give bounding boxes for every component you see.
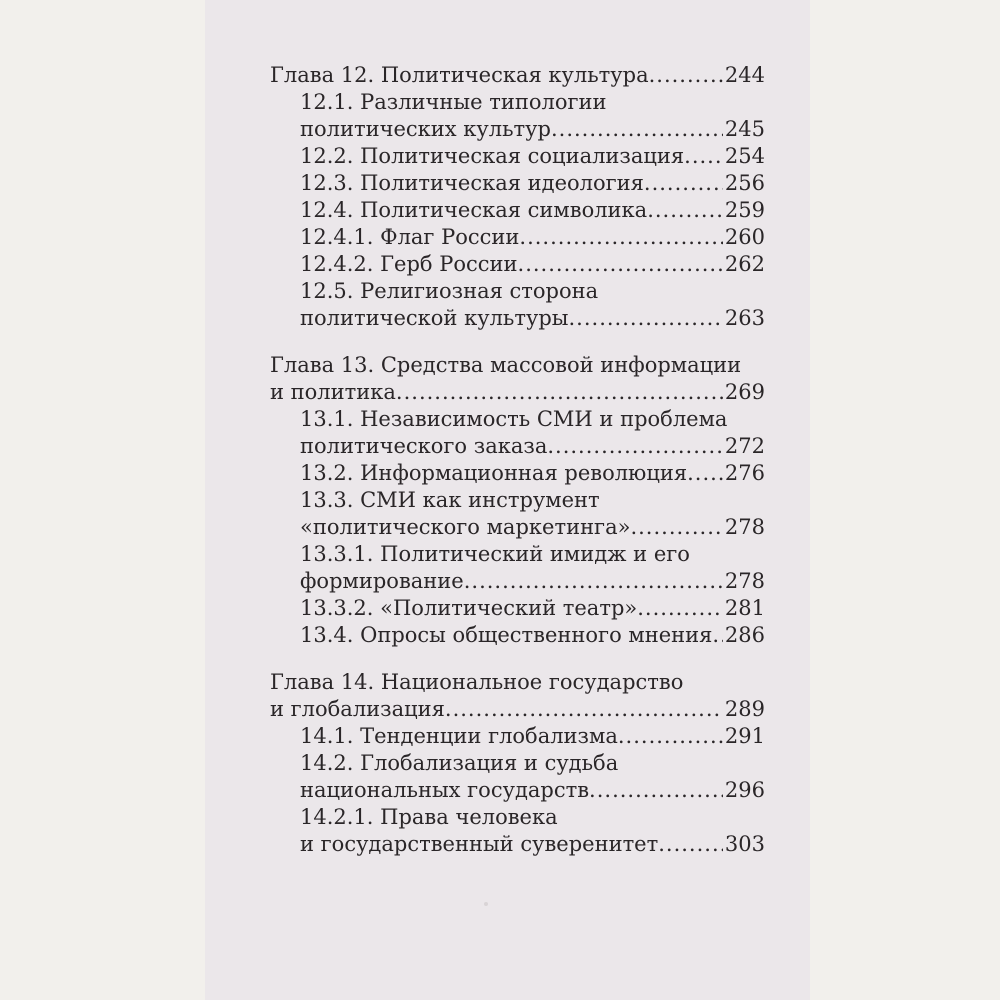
toc-page-number: 289 (724, 697, 765, 721)
toc-page-number: 276 (724, 461, 765, 485)
toc-entry-leader-line (300, 116, 765, 143)
toc-chapter-heading[interactable] (270, 352, 765, 406)
toc-entry-title: 12.3. Политическая идеология (300, 171, 644, 195)
toc-entry-line: Глава 13. Средства массовой информации (270, 353, 742, 377)
toc-section-entry[interactable] (270, 89, 765, 143)
toc-page-number: 303 (724, 832, 765, 856)
toc-entry-leader-line (270, 379, 765, 406)
toc-section-entry[interactable] (270, 224, 765, 251)
toc-entry-title: и государственный суверенитет (300, 832, 659, 856)
toc-entry-leader-line (300, 197, 765, 224)
toc-chapter (270, 669, 765, 858)
toc-entry-title: 13.4. Опросы общественного мнения (300, 623, 713, 647)
toc-page-number: 254 (724, 144, 765, 168)
toc-dot-leader (687, 460, 723, 487)
toc-page-number: 263 (724, 306, 765, 330)
toc-entry-line: 12.5. Религиозная сторона (300, 279, 599, 303)
toc-dot-leader (637, 595, 723, 622)
toc-entry-leader-line (300, 224, 765, 251)
toc-entry-leader-line (300, 514, 765, 541)
toc-dot-leader (464, 568, 723, 595)
toc-entry-title: политической культуры (300, 306, 569, 330)
toc-page-number: 245 (724, 117, 765, 141)
toc-entry-title: 12.2. Политическая социализация (300, 144, 685, 168)
toc-page-number: 296 (724, 778, 765, 802)
toc-dot-leader (547, 433, 723, 460)
toc-dot-leader (445, 696, 723, 723)
toc-entry-leader-line (300, 251, 765, 278)
toc-dot-leader (589, 777, 723, 804)
toc-entry-title: 12.4.2. Герб России (300, 252, 518, 276)
toc-section-entry[interactable] (270, 804, 765, 858)
toc-section-entry[interactable] (270, 278, 765, 332)
toc-entry-leader-line (300, 143, 765, 170)
toc-entry-leader-line (300, 595, 765, 622)
toc-entry-title: национальных государств (300, 778, 590, 802)
toc-section-entry[interactable] (270, 170, 765, 197)
toc-page-number: 269 (724, 380, 765, 404)
toc-section-entry[interactable] (270, 460, 765, 487)
toc-entry-title: политических культур (300, 117, 551, 141)
toc-entry-line: 12.1. Различные типологии (300, 90, 607, 114)
toc-dot-leader (647, 197, 723, 224)
toc-section-entry[interactable] (270, 541, 765, 595)
toc-page-number: 291 (724, 724, 765, 748)
toc-entry-line: 14.2.1. Права человека (300, 805, 558, 829)
toc-section-entry[interactable] (270, 197, 765, 224)
toc-entry-line: Глава 14. Национальное государство (270, 670, 684, 694)
toc-section-entry[interactable] (270, 595, 765, 622)
toc-entry-title: 13.3.2. «Политический театр» (300, 596, 638, 620)
toc-section-entry[interactable] (270, 251, 765, 278)
toc-page-number: 262 (724, 252, 765, 276)
toc-dot-leader (518, 251, 723, 278)
toc-entry-leader-line (300, 723, 765, 750)
toc-entry-line: 13.1. Независимость СМИ и проблема (300, 407, 728, 431)
toc-chapter (270, 352, 765, 649)
toc-entry-title: «политического маркетинга» (300, 515, 631, 539)
toc-page-number: 278 (724, 569, 765, 593)
toc-dot-leader (684, 143, 723, 170)
toc-entry-leader-line (270, 62, 765, 89)
toc-dot-leader (644, 170, 723, 197)
toc-dot-leader (630, 514, 722, 541)
toc-entry-leader-line (300, 622, 765, 649)
toc-dot-leader (569, 305, 723, 332)
toc-entry-line: 13.3.1. Политический имидж и его (300, 542, 690, 566)
toc-entry-leader-line (300, 305, 765, 332)
toc-page-number: 260 (724, 225, 765, 249)
toc-entry-title: 12.4.1. Флаг России (300, 225, 520, 249)
toc-page-number: 286 (724, 623, 765, 647)
page-speck (484, 902, 488, 906)
toc-page-number: 272 (724, 434, 765, 458)
toc-section-entry[interactable] (270, 622, 765, 649)
toc-page-number: 259 (724, 198, 765, 222)
toc-entry-leader-line (300, 831, 765, 858)
toc-section-entry[interactable] (270, 487, 765, 541)
toc-page-number: 244 (724, 63, 765, 87)
toc-section-entry[interactable] (270, 143, 765, 170)
toc-section-entry[interactable] (270, 750, 765, 804)
toc-chapter-heading[interactable] (270, 669, 765, 723)
toc-entry-leader-line (300, 170, 765, 197)
toc-dot-leader (658, 831, 723, 858)
toc-dot-leader (618, 723, 723, 750)
toc-entry-title: 12.4. Политическая символика (300, 198, 648, 222)
toc-entry-title: 13.2. Информационная революция (300, 461, 688, 485)
toc-page-number: 278 (724, 515, 765, 539)
toc-dot-leader (396, 379, 723, 406)
toc-entry-title: и политика (270, 380, 396, 404)
toc-dot-leader (649, 62, 723, 89)
toc-chapter (270, 62, 765, 332)
toc-section-entry[interactable] (270, 406, 765, 460)
toc-entry-leader-line (300, 460, 765, 487)
toc-dot-leader (551, 116, 723, 143)
toc-page-number: 281 (724, 596, 765, 620)
toc-entry-title: и глобализация (270, 697, 445, 721)
toc-section-entry[interactable] (270, 723, 765, 750)
toc-entry-leader-line (300, 777, 765, 804)
toc-dot-leader (712, 622, 723, 649)
toc-page-number: 256 (724, 171, 765, 195)
toc-dot-leader (519, 224, 723, 251)
toc-entry-title: формирование (300, 569, 464, 593)
toc-entry-title: 14.1. Тенденции глобализма (300, 724, 618, 748)
table-of-contents (270, 62, 765, 878)
toc-entry-leader-line (270, 696, 765, 723)
toc-chapter-heading[interactable] (270, 62, 765, 89)
toc-entry-line: 13.3. СМИ как инструмент (300, 488, 600, 512)
toc-entry-line: 14.2. Глобализация и судьба (300, 751, 619, 775)
toc-entry-leader-line (300, 568, 765, 595)
toc-entry-title: Глава 12. Политическая культура (270, 63, 649, 87)
toc-entry-leader-line (300, 433, 765, 460)
toc-entry-title: политического заказа (300, 434, 548, 458)
